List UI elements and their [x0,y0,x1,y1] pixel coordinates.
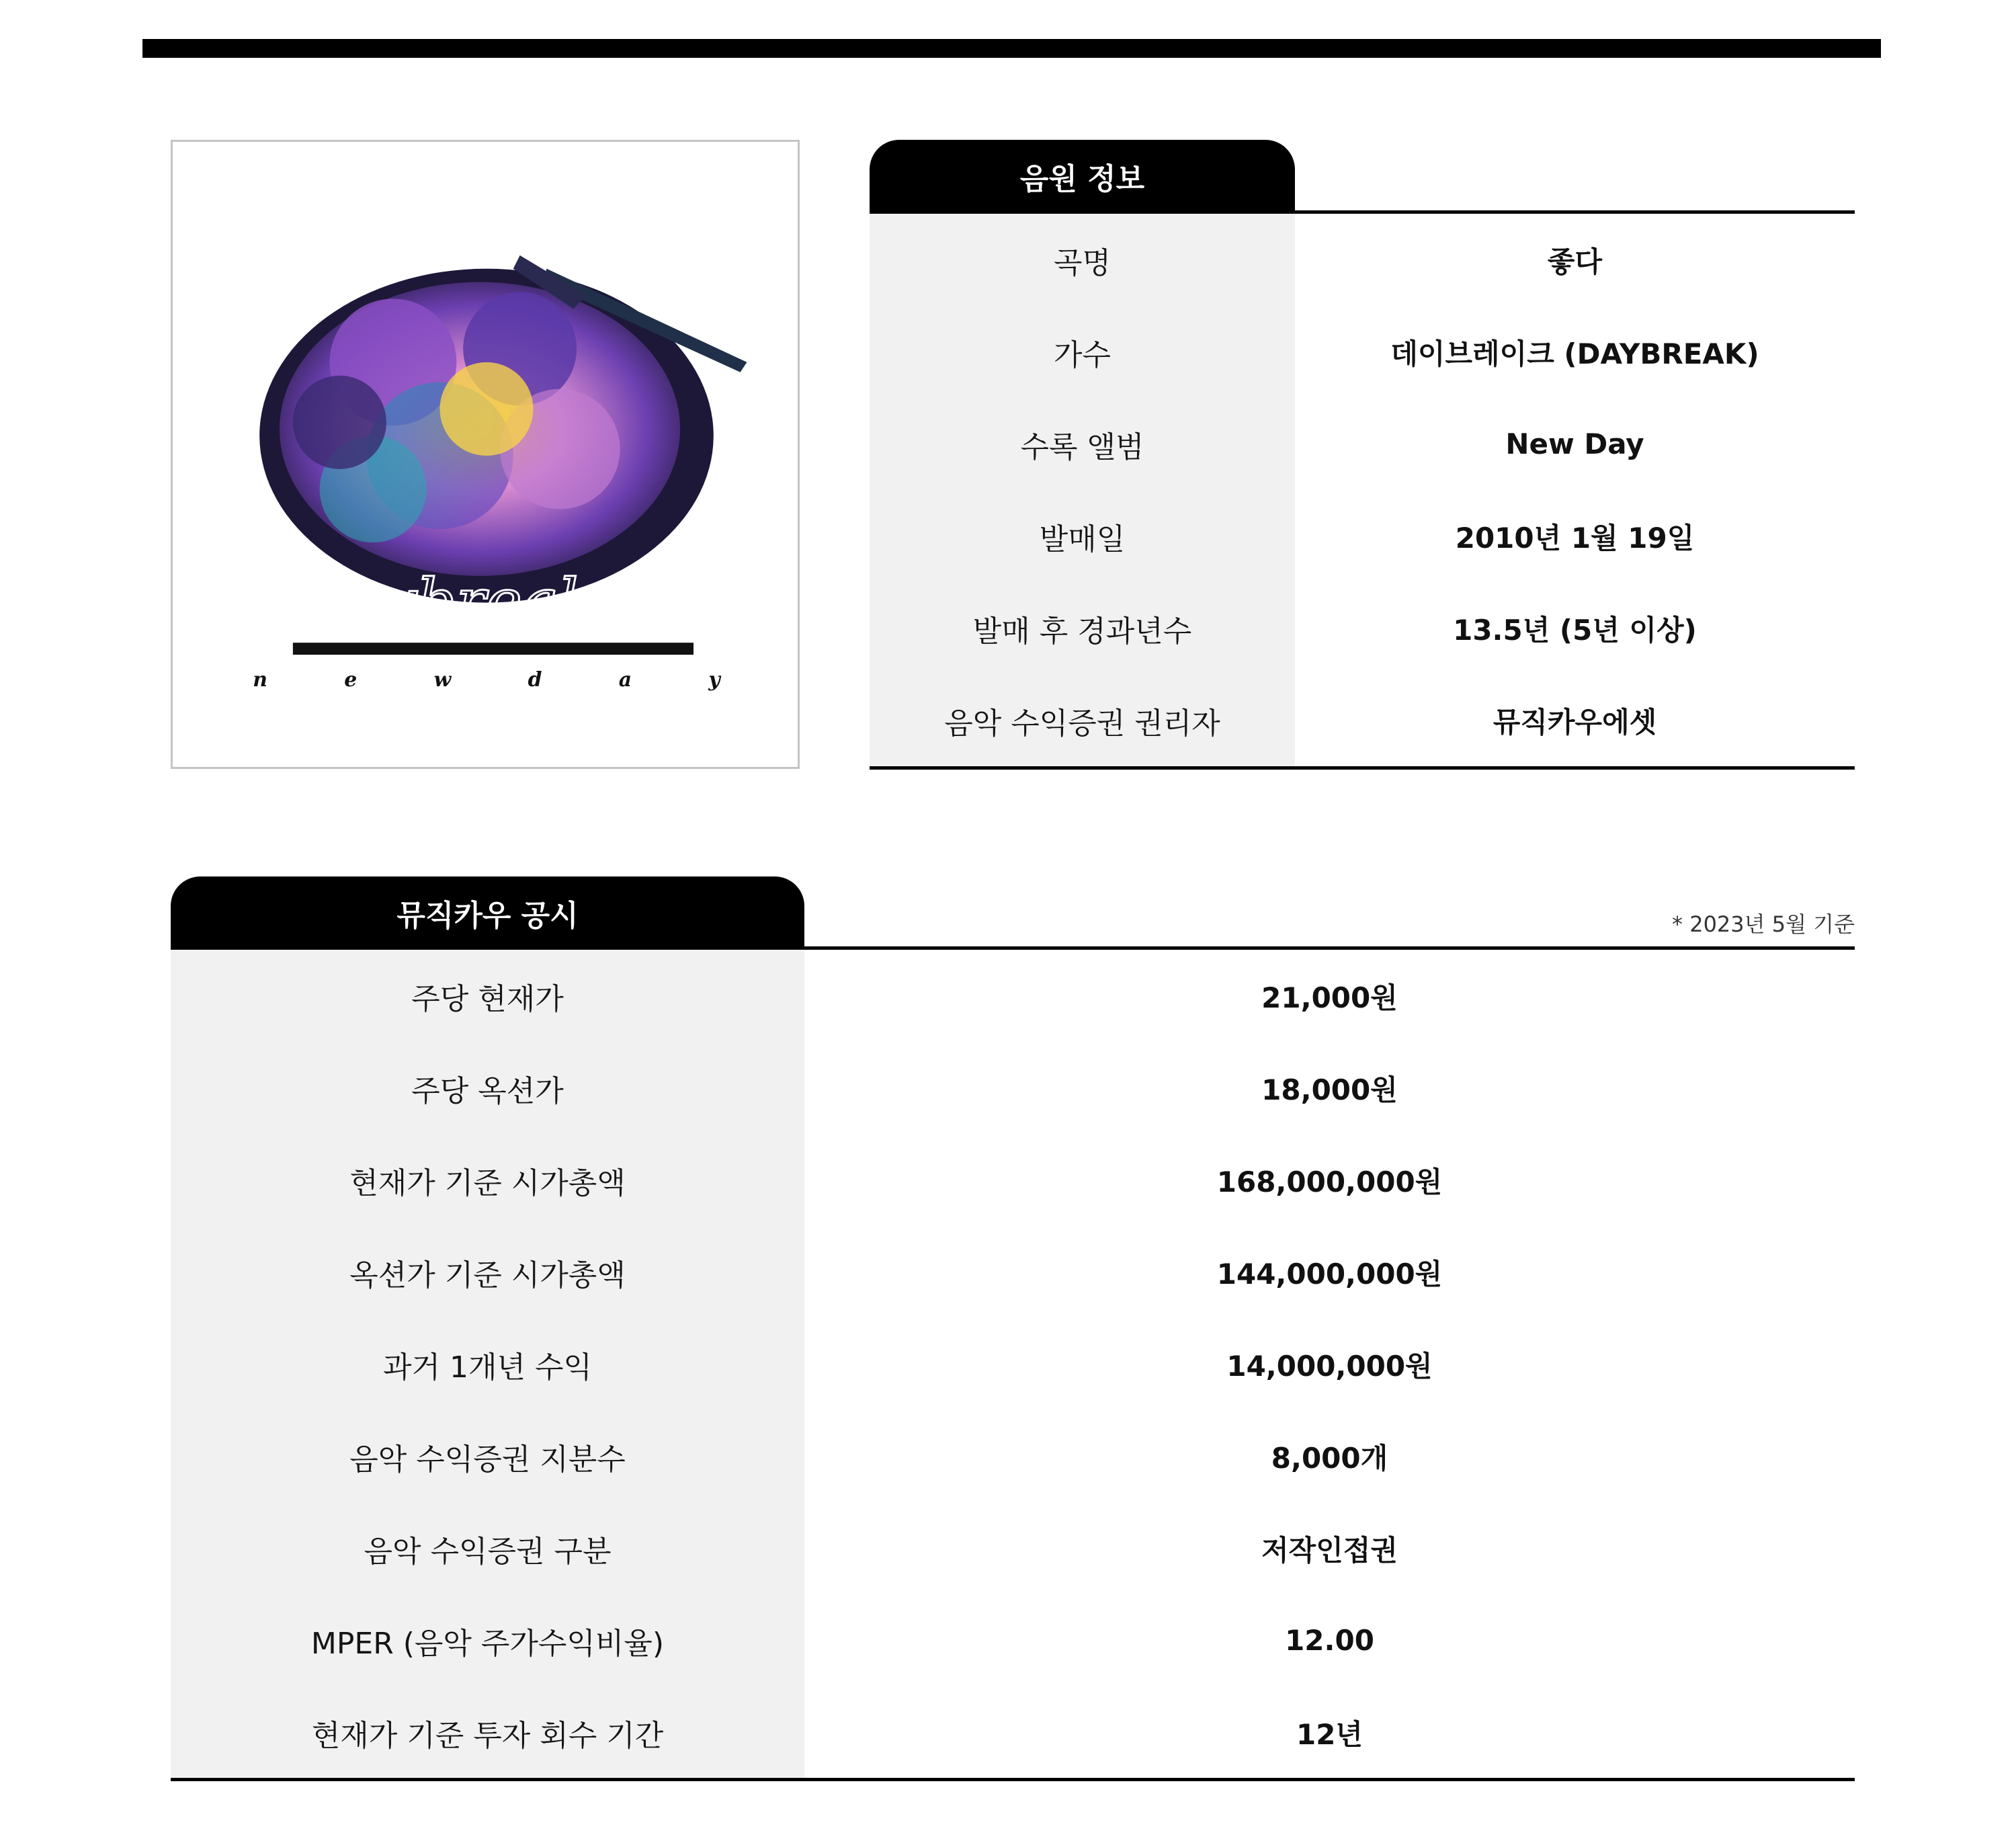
row-label: 과거 1개년 수익 [383,1350,592,1385]
album-caption-text: n e w d a y [253,667,720,692]
table-row [171,1318,1855,1410]
row-value: 12년 [1296,1717,1363,1751]
row-label: 옥션가 기준 시가총액 [349,1258,626,1293]
album-logo-text: daybreak [306,565,596,638]
row-value: 8,000개 [1271,1441,1388,1475]
row-label: 주당 현재가 [411,981,564,1016]
table-row [171,1594,1855,1686]
table-row [171,1502,1855,1594]
music-info-heading: 음원 정보 [870,140,1295,212]
table-row [870,398,1855,490]
row-label: 음악 수익증권 구분 [364,1534,612,1569]
disclosure-heading: 뮤직카우 공시 [171,876,804,949]
row-label: 음악 수익증권 지분수 [349,1442,626,1477]
row-value: 데이브레이크 (DAYBREAK) [1390,337,1759,370]
music-info-bottom-rule [870,766,1855,770]
table-row [171,1410,1855,1502]
row-label: 수록 앨범 [1020,430,1144,464]
row-value: 144,000,000원 [1216,1257,1443,1291]
row-value: 좋다 [1547,245,1603,278]
row-value: 저작인접권 [1261,1533,1398,1567]
album-cover-image [171,140,800,769]
row-label: 곡명 [1053,245,1111,280]
table-row [870,582,1855,674]
row-value: 12.00 [1285,1624,1374,1657]
row-value: 18,000원 [1261,1073,1398,1106]
table-row [870,214,1855,306]
row-label: MPER (음악 주가수익비율) [310,1626,665,1661]
row-label: 발매일 [1039,522,1126,557]
table-row [870,674,1855,766]
row-value: 14,000,000원 [1226,1349,1433,1383]
row-value: 13.5년 (5년 이상) [1453,613,1697,647]
row-value: 168,000,000원 [1216,1165,1443,1198]
table-row [171,950,1855,1042]
row-label: 현재가 기준 시가총액 [349,1166,626,1200]
row-label: 현재가 기준 투자 회수 기간 [311,1718,664,1753]
row-value: 2010년 1월 19일 [1455,521,1695,555]
table-row [171,1042,1855,1134]
row-label: 음악 수익증권 권리자 [944,706,1220,741]
table-row [171,1686,1855,1779]
row-label: 발매 후 경과년수 [972,614,1192,649]
row-value: 21,000원 [1261,981,1398,1014]
table-row [870,306,1855,398]
row-label: 주당 옥션가 [411,1073,564,1108]
row-label: 가수 [1053,337,1111,372]
table-row [870,490,1855,582]
table-row [171,1226,1855,1318]
disclosure-date-note: * 2023년 5월 기준 [1672,911,1855,937]
top-divider-bar [142,39,1881,58]
table-row [171,1134,1855,1226]
row-value: 뮤직카우에셋 [1493,705,1657,739]
row-value: New Day [1505,427,1644,460]
